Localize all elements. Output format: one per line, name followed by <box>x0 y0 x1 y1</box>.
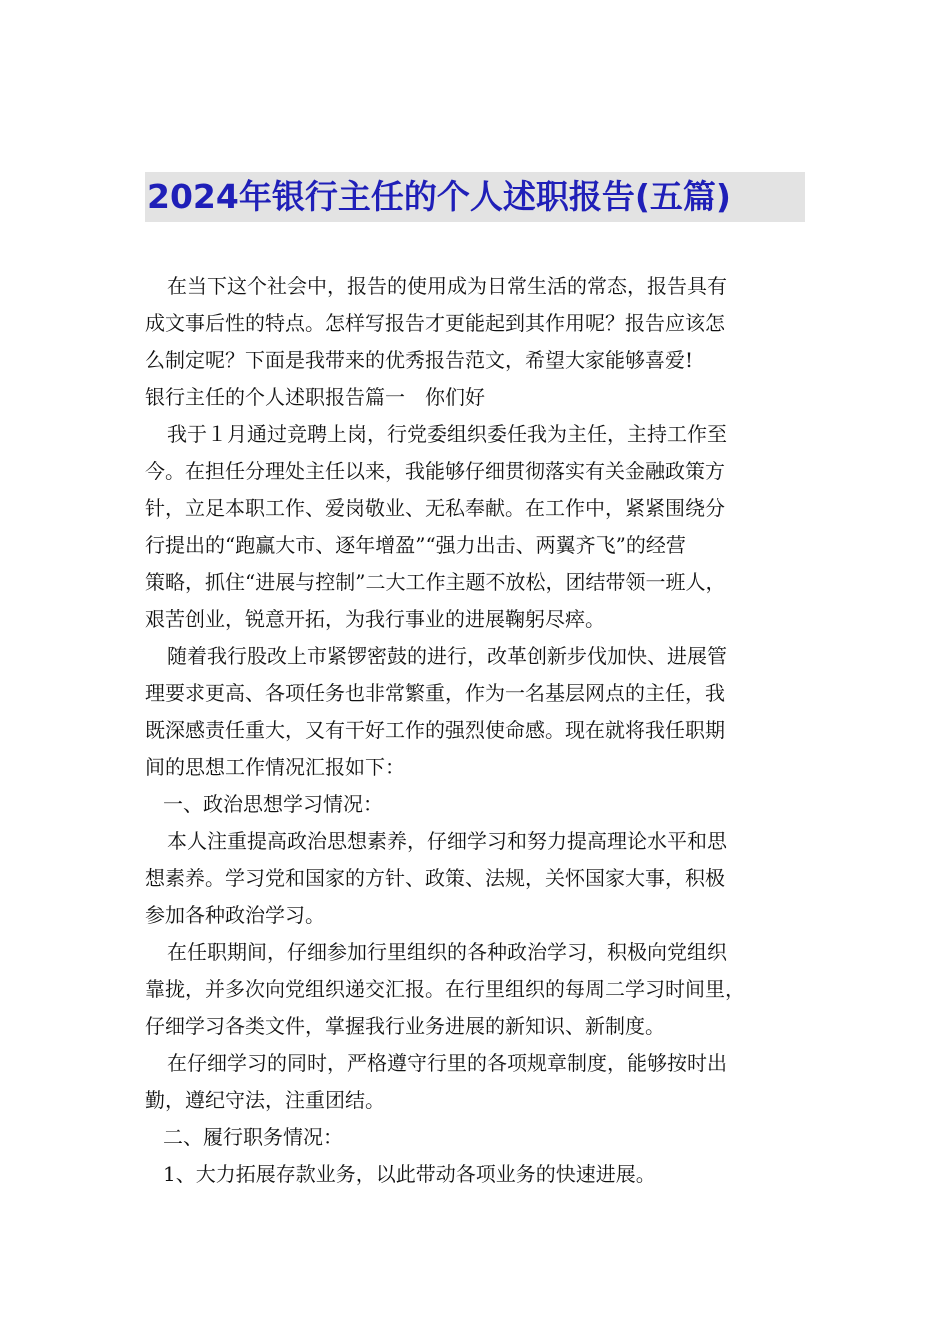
paragraph-line: 艰苦创业，锐意开拓，为我行事业的进展鞠躬尽瘁。 <box>145 607 605 631</box>
section-heading: 一、政治思想学习情况： <box>163 792 383 816</box>
paragraph-line: 么制定呢？下面是我带来的优秀报告范文，希望大家能够喜爱! <box>145 348 694 372</box>
paragraph-line: 理要求更高、各项任务也非常繁重，作为一名基层网点的主任，我 <box>145 681 725 705</box>
paragraph-line: 参加各种政治学习。 <box>145 903 325 927</box>
paragraph-line: 在仔细学习的同时，严格遵守行里的各项规章制度，能够按时出 <box>167 1051 727 1075</box>
paragraph-line: 策略，抓住“进展与控制”二大工作主题不放松，团结带领一班人， <box>145 570 726 594</box>
section-heading: 二、履行职务情况： <box>163 1125 343 1149</box>
paragraph-line: 既深感责任重大，又有干好工作的强烈使命感。现在就将我任职期 <box>145 718 725 742</box>
paragraph-line: 成文事后性的特点。怎样写报告才更能起到其作用呢？报告应该怎 <box>145 311 725 335</box>
document-body <box>145 268 810 1193</box>
paragraph-line: 想素养。学习党和国家的方针、政策、法规，关怀国家大事，积极 <box>145 866 725 890</box>
paragraph-line: 在当下这个社会中，报告的使用成为日常生活的常态，报告具有 <box>167 274 727 298</box>
paragraph-line: 本人注重提高政治思想素养，仔细学习和努力提高理论水平和思 <box>167 829 727 853</box>
section-heading: 银行主任的个人述职报告篇一 你们好 <box>145 385 485 409</box>
paragraph-line: 仔细学习各类文件，掌握我行业务进展的新知识、新制度。 <box>145 1014 665 1038</box>
title-highlight <box>145 172 805 222</box>
paragraph-line: 行提出的“跑赢大市、逐年增盈”“强力出击、两翼齐飞”的经营 <box>145 533 686 557</box>
document-title: 2024年银行主任的个人述职报告(五篇) <box>147 177 732 216</box>
paragraph-line: 针，立足本职工作、爱岗敬业、无私奉献。在工作中，紧紧围绕分 <box>145 496 725 520</box>
paragraph-line: 间的思想工作情况汇报如下： <box>145 755 405 779</box>
paragraph-line: 靠拢，并多次向党组织递交汇报。在行里组织的每周二学习时间里， <box>145 977 745 1001</box>
paragraph-line: 今。在担任分理处主任以来，我能够仔细贯彻落实有关金融政策方 <box>145 459 725 483</box>
paragraph-line: 在任职期间，仔细参加行里组织的各种政治学习，积极向党组织 <box>167 940 727 964</box>
paragraph-line: 随着我行股改上市紧锣密鼓的进行，改革创新步伐加快、进展管 <box>167 644 727 668</box>
paragraph-line: 勤，遵纪守法，注重团结。 <box>145 1088 385 1112</box>
paragraph-line: 我于１月通过竞聘上岗，行党委组织委任我为主任，主持工作至 <box>167 422 727 446</box>
list-item: 1、大力拓展存款业务，以此带动各项业务的快速进展。 <box>163 1162 656 1186</box>
